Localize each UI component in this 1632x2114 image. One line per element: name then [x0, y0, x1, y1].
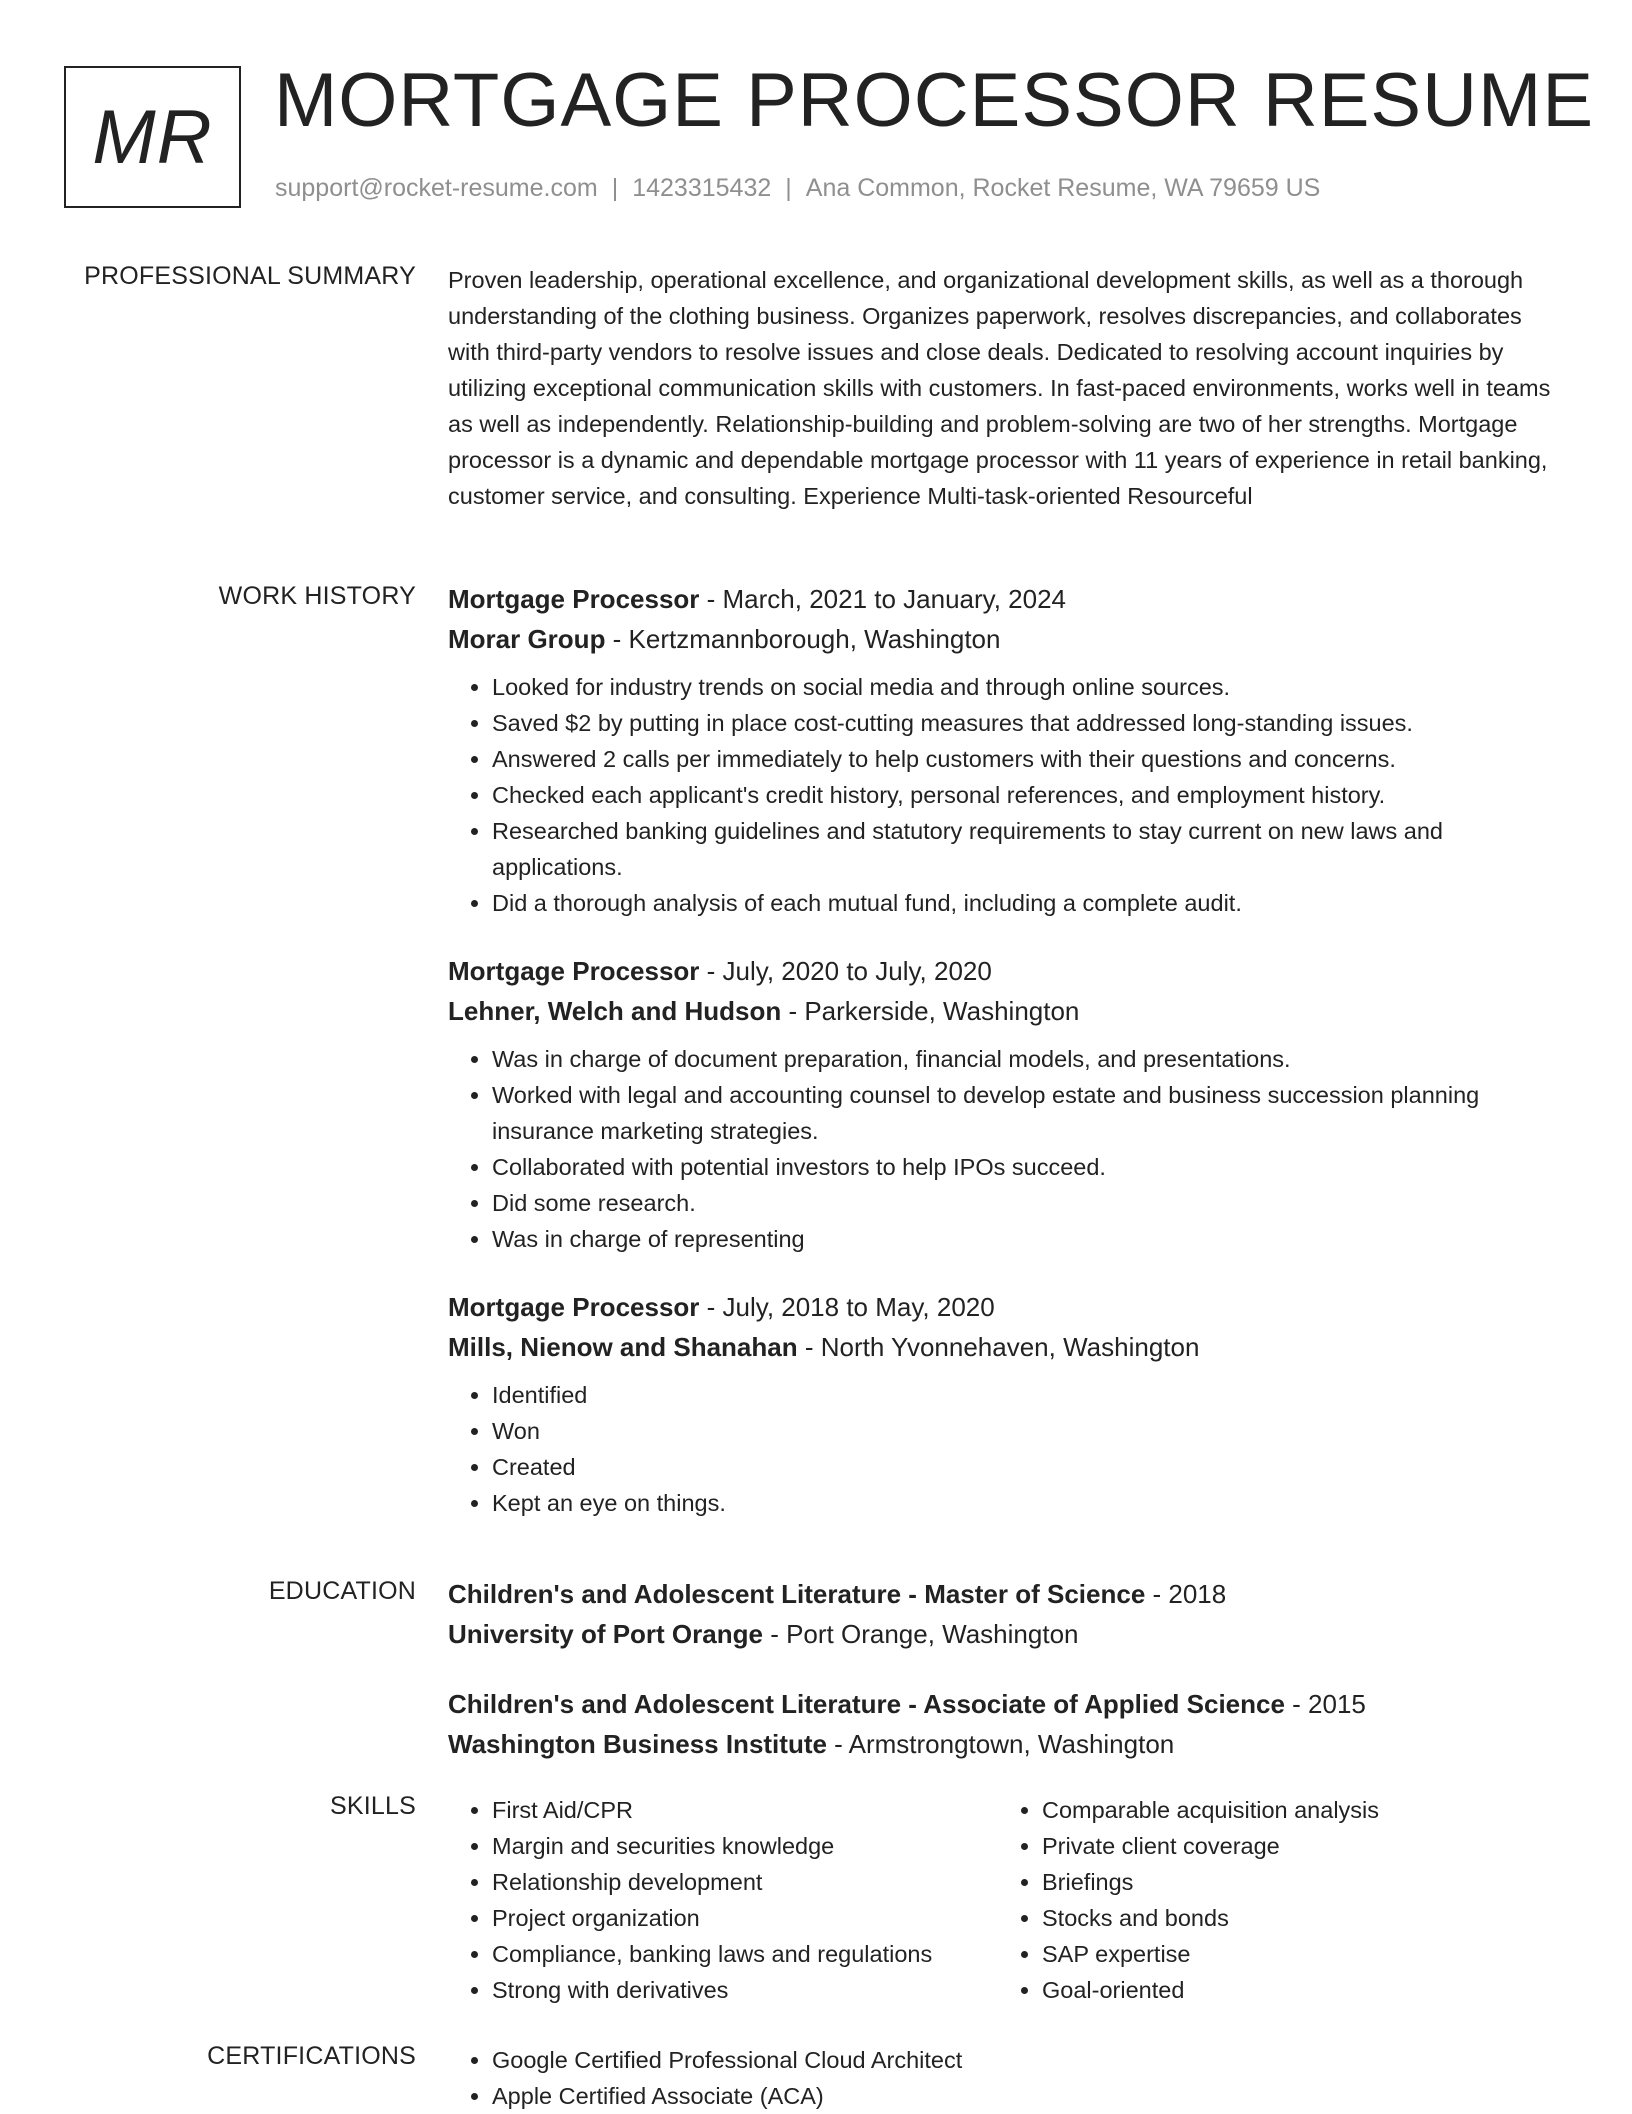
contact-address: Ana Common, Rocket Resume, WA 79659 US [805, 174, 1321, 202]
job-title: Mortgage Processor [448, 584, 700, 614]
skill-item: • Project organization [492, 1900, 998, 1936]
skills-list-right [998, 1792, 1498, 2008]
education-entry [448, 1574, 1568, 1654]
education-year: - 2015 [1284, 1689, 1366, 1719]
job-bullet: • Identified [492, 1377, 1568, 1413]
skills-grid [448, 1792, 1568, 2008]
job-dates: - July, 2020 to July, 2020 [699, 956, 992, 986]
job-bullet: • Was in charge of document preparation, financial models, and presentations. [492, 1041, 1568, 1077]
skill-item: • Comparable acquisition analysis [1042, 1792, 1498, 1828]
job-bullet: • Did some research. [492, 1185, 1568, 1221]
skills-list-left [448, 1792, 998, 2008]
job-dates: - March, 2021 to January, 2024 [699, 584, 1067, 614]
contact-email[interactable]: support@rocket-resume.com [275, 174, 598, 202]
contact-separator: | [611, 174, 619, 202]
job-entry [448, 1287, 1568, 1521]
education-entry [448, 1684, 1568, 1764]
job-title-line [448, 1287, 1568, 1327]
skill-item: • Private client coverage [1042, 1828, 1498, 1864]
work-history-body [448, 579, 1568, 1551]
education-school: University of Port Orange [448, 1619, 763, 1649]
job-bullets [448, 669, 1568, 921]
job-title: Mortgage Processor [448, 956, 700, 986]
education-school-line [448, 1724, 1568, 1764]
education-school-line [448, 1614, 1568, 1654]
skill-item: • First Aid/CPR [492, 1792, 998, 1828]
job-bullets [448, 1377, 1568, 1521]
job-bullet: • Won [492, 1413, 1568, 1449]
job-title-line [448, 579, 1568, 619]
job-title-line [448, 951, 1568, 991]
education-degree: Children's and Adolescent Literature - Associate of Applied Science [448, 1689, 1285, 1719]
job-location: - Kertzmannborough, Washington [605, 624, 1001, 654]
contact-line [275, 174, 1320, 203]
education-degree-line [448, 1574, 1568, 1614]
resume-title: MORTGAGE PROCESSOR RESUME [274, 58, 1595, 143]
job-bullet: • Kept an eye on things. [492, 1485, 1568, 1521]
contact-separator: | [785, 174, 792, 202]
section-heading-work-history: WORK HISTORY [218, 582, 416, 610]
skill-item: • Margin and securities knowledge [492, 1828, 998, 1864]
section-heading-certifications: CERTIFICATIONS [207, 2042, 416, 2070]
certifications-list [448, 2042, 1568, 2114]
job-bullet: • Researched banking guidelines and statutory requirements to stay current on new laws and applications. [492, 813, 1568, 885]
job-bullet: • Looked for industry trends on social media and through online sources. [492, 669, 1568, 705]
summary-body [448, 262, 1568, 514]
section-heading-education: EDUCATION [268, 1577, 416, 1605]
job-company: Mills, Nienow and Shanahan [448, 1332, 798, 1362]
job-company-line [448, 991, 1568, 1031]
job-location: - North Yvonnehaven, Washington [797, 1332, 1200, 1362]
monogram-logo: MR [64, 66, 241, 208]
skill-item: • Goal-oriented [1042, 1972, 1498, 2008]
skill-item: • SAP expertise [1042, 1936, 1498, 1972]
certification-item: • Apple Certified Associate (ACA) [492, 2078, 1568, 2114]
education-year: - 2018 [1145, 1579, 1227, 1609]
job-bullet: • Was in charge of representing [492, 1221, 1568, 1257]
section-heading-skills: SKILLS [330, 1792, 416, 1820]
education-degree: Children's and Adolescent Literature - Master of Science [448, 1579, 1146, 1609]
job-bullet: • Worked with legal and accounting counsel to develop estate and business succession planning insurance marketing strategies. [492, 1077, 1568, 1149]
job-bullet: • Created [492, 1449, 1568, 1485]
education-location: - Armstrongtown, Washington [826, 1729, 1175, 1759]
certifications-body [448, 2042, 1568, 2114]
job-bullet: • Answered 2 calls per immediately to help customers with their questions and concerns. [492, 741, 1568, 777]
contact-phone[interactable]: 1423315432 [632, 174, 772, 202]
education-school: Washington Business Institute [448, 1729, 827, 1759]
job-entry [448, 579, 1568, 921]
job-company-line [448, 619, 1568, 659]
job-company-line [448, 1327, 1568, 1367]
education-body [448, 1574, 1568, 1794]
job-bullet: • Saved $2 by putting in place cost-cutting measures that addressed long-standing issues. [492, 705, 1568, 741]
skill-item: • Relationship development [492, 1864, 998, 1900]
skill-item: • Briefings [1042, 1864, 1498, 1900]
job-dates: - July, 2018 to May, 2020 [699, 1292, 995, 1322]
skill-item: • Stocks and bonds [1042, 1900, 1498, 1936]
job-bullet: • Collaborated with potential investors to help IPOs succeed. [492, 1149, 1568, 1185]
job-bullet: • Did a thorough analysis of each mutual fund, including a complete audit. [492, 885, 1568, 921]
job-entry [448, 951, 1568, 1257]
certification-item: • Google Certified Professional Cloud Architect [492, 2042, 1568, 2078]
job-company: Morar Group [448, 624, 606, 654]
skills-body [448, 1792, 1568, 2008]
job-location: - Parkerside, Washington [781, 996, 1080, 1026]
job-bullets [448, 1041, 1568, 1257]
job-title: Mortgage Processor [448, 1292, 700, 1322]
job-company: Lehner, Welch and Hudson [448, 996, 782, 1026]
section-heading-summary: PROFESSIONAL SUMMARY [84, 262, 416, 290]
education-location: - Port Orange, Washington [762, 1619, 1079, 1649]
skill-item: • Strong with derivatives [492, 1972, 998, 2008]
education-degree-line [448, 1684, 1568, 1724]
skill-item: • Compliance, banking laws and regulations [492, 1936, 998, 1972]
summary-text: Proven leadership, operational excellence, and organizational development skills, as well as a thorough understanding of the clothing business. Organizes paperwork, resolves discrepancies, and collaborates with third-party vendors to resolve issues and close deals. Dedicated to resolving account inquiries by utilizing exceptional communication skills with customers. In fast-paced environments, works well in teams as well as independently. Relationship-building and problem-solving are two of her strengths. Mortgage processor is a dynamic and dependable mortgage processor with 11 years of experience in retail banking, customer service, and consulting. Experience Multi-task-oriented Resourceful [448, 267, 1551, 509]
job-bullet: • Checked each applicant's credit history, personal references, and employment history. [492, 777, 1568, 813]
